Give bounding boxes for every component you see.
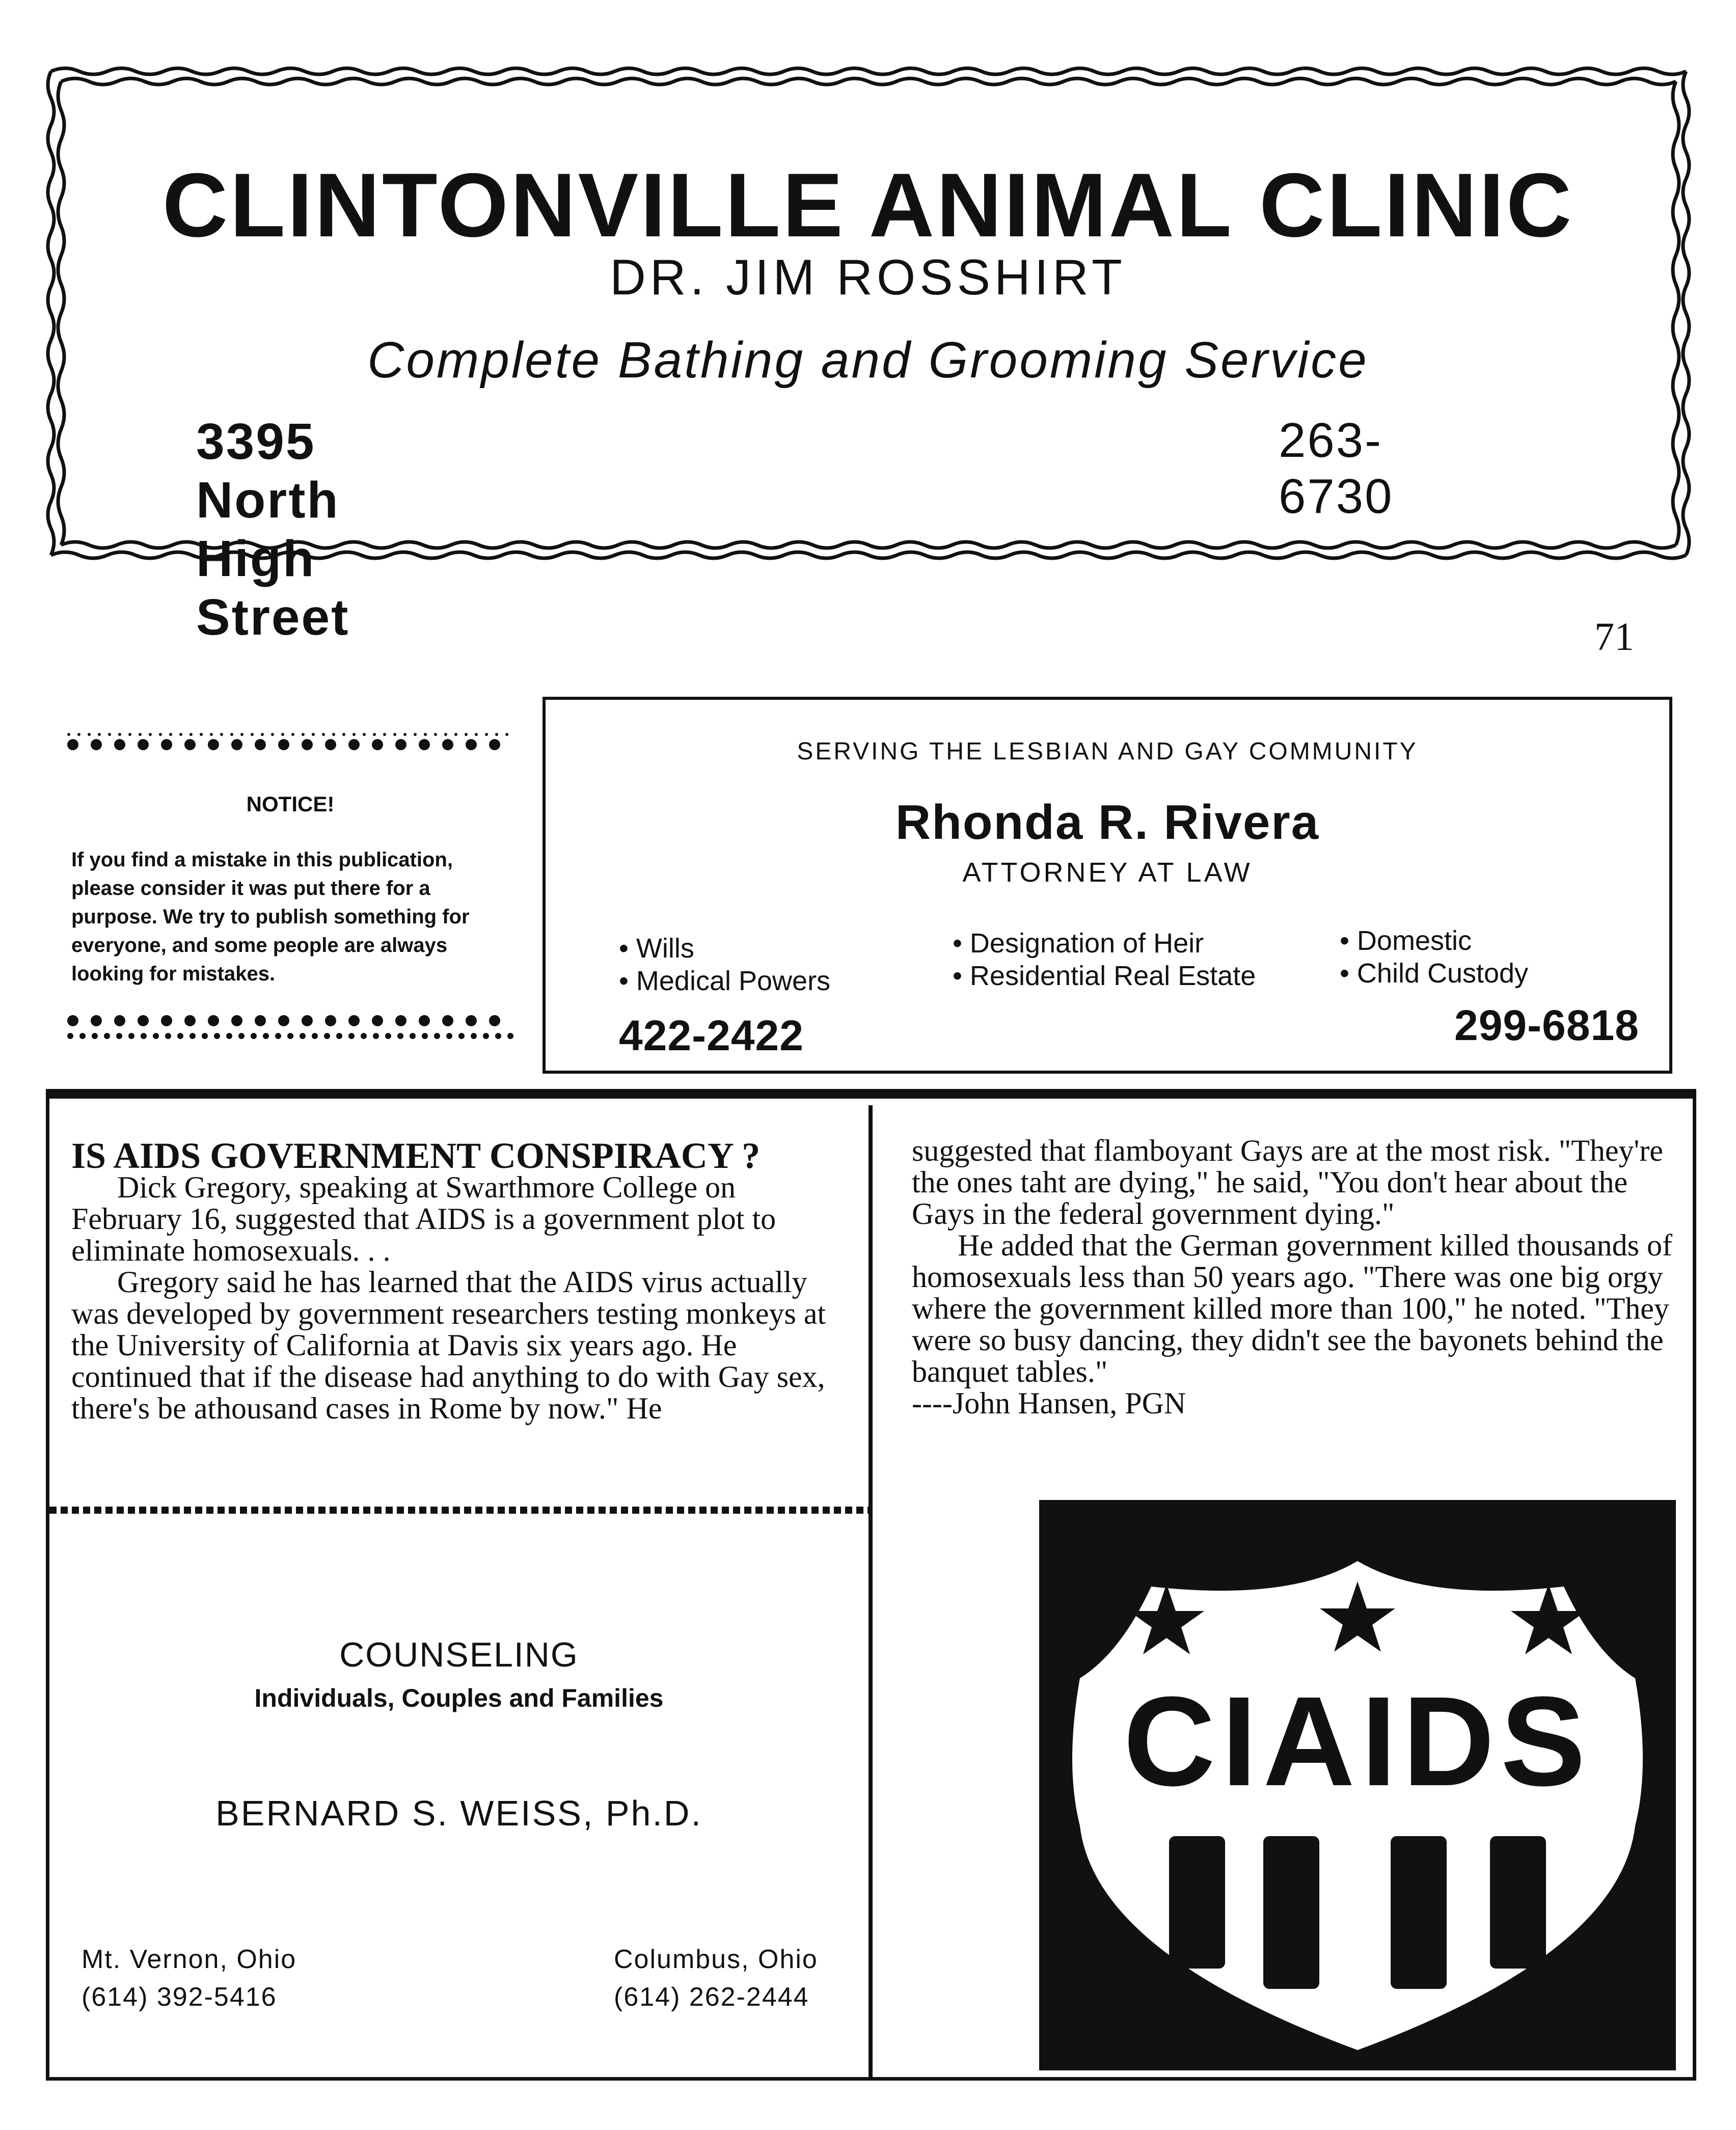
- clinic-name: CLINTONVILLE ANIMAL CLINIC: [162, 154, 1574, 256]
- dotted-rule-top: [66, 732, 514, 753]
- dash: [229, 1507, 236, 1514]
- dash: [374, 1507, 382, 1514]
- dot: [281, 733, 284, 736]
- dash: [587, 1507, 594, 1514]
- article-paragraph: suggested that flamboyant Gays are at the most risk. "They're the ones taht are dying," he said, "You don't hear about the Gays in the federal government dying.": [912, 1134, 1663, 1231]
- dot: [361, 1033, 367, 1039]
- dot: [159, 733, 162, 736]
- dot: [507, 1033, 513, 1039]
- dot: [395, 739, 406, 750]
- dot: [161, 1015, 172, 1026]
- dot: [161, 739, 172, 750]
- dot: [352, 733, 356, 736]
- dash: [341, 1507, 348, 1514]
- dash: [139, 1507, 146, 1514]
- dot: [489, 739, 500, 750]
- dash: [206, 1507, 213, 1514]
- counseling-title: COUNSELING: [339, 1635, 579, 1674]
- dot: [465, 733, 468, 736]
- dot: [410, 1033, 416, 1039]
- dot: [238, 1033, 245, 1039]
- dash: [599, 1507, 606, 1514]
- dot: [67, 1033, 73, 1039]
- dot: [322, 733, 325, 736]
- dash: [49, 1507, 57, 1514]
- dash: [83, 1507, 90, 1514]
- list-item: • Residential Real Estate: [953, 961, 1256, 991]
- dot: [302, 739, 313, 750]
- dot: [251, 1033, 257, 1039]
- dot: [325, 1015, 336, 1026]
- dash: [195, 1507, 202, 1514]
- dot: [336, 1033, 342, 1039]
- location-phone: (614) 262-2444: [614, 1982, 809, 2012]
- dot: [214, 1033, 220, 1039]
- dot: [483, 1033, 489, 1039]
- dot: [485, 733, 488, 736]
- dash: [733, 1507, 740, 1514]
- dot: [324, 1033, 330, 1039]
- dot: [505, 733, 508, 736]
- dot: [139, 733, 142, 736]
- dot: [79, 1033, 86, 1039]
- dash: [430, 1507, 438, 1514]
- dot: [372, 1015, 383, 1026]
- dash: [531, 1507, 538, 1514]
- list-item: • Medical Powers: [619, 966, 831, 996]
- wavy-border-line: [61, 78, 1676, 85]
- dot: [91, 1015, 102, 1026]
- dot: [210, 733, 213, 736]
- dot: [138, 1015, 149, 1026]
- attorney-title: ATTORNEY AT LAW: [962, 857, 1253, 888]
- dash: [688, 1507, 695, 1514]
- dot: [67, 739, 78, 750]
- dash: [128, 1507, 135, 1514]
- dash: [722, 1507, 729, 1514]
- dot: [231, 1015, 242, 1026]
- dash: [464, 1507, 471, 1514]
- dot: [419, 739, 430, 750]
- dot: [471, 1033, 477, 1039]
- wavy-border-line: [1673, 81, 1679, 545]
- clinic-phone: 263-6730: [1279, 413, 1394, 524]
- dot: [200, 733, 203, 736]
- dash: [666, 1507, 673, 1514]
- dash: [218, 1507, 225, 1514]
- dash: [677, 1507, 684, 1514]
- dot: [419, 1015, 430, 1026]
- dot: [138, 739, 149, 750]
- attorney-phone-left: 422-2422: [619, 1012, 804, 1059]
- dot: [278, 739, 289, 750]
- dot: [458, 1033, 465, 1039]
- article-right-column: [912, 1135, 1676, 1419]
- dash: [755, 1507, 763, 1514]
- article-left-column: [71, 1171, 846, 1424]
- dot: [395, 1015, 406, 1026]
- dash: [330, 1507, 337, 1514]
- dot: [128, 1033, 134, 1039]
- dot: [114, 1015, 125, 1026]
- dot: [397, 1033, 403, 1039]
- dot: [495, 1033, 501, 1039]
- dash: [184, 1507, 191, 1514]
- dash: [408, 1507, 415, 1514]
- dot: [332, 733, 335, 736]
- dash: [655, 1507, 662, 1514]
- dot: [434, 733, 437, 736]
- dot: [275, 1033, 281, 1039]
- dot: [302, 1015, 313, 1026]
- dash: [565, 1507, 572, 1514]
- dot: [153, 1033, 159, 1039]
- dash: [767, 1507, 774, 1514]
- dot: [255, 1015, 266, 1026]
- dash: [744, 1507, 751, 1514]
- dotted-rule-bottom: [66, 1014, 514, 1044]
- dot: [422, 1033, 428, 1039]
- dot: [291, 733, 294, 736]
- dot: [149, 733, 152, 736]
- dash: [789, 1507, 796, 1514]
- dash: [105, 1507, 113, 1514]
- dot: [255, 739, 266, 750]
- list-item: • Child Custody: [1340, 958, 1529, 989]
- dash: [262, 1507, 269, 1514]
- dot: [414, 733, 417, 736]
- column-divider: [869, 1105, 873, 2081]
- article-paragraph: Gregory said he has learned that the AIDS virus actually was developed by government researchers testing monkeys at the University of California at Davis six years ago. He continued that if the disease had anything to do with Gay sex, there's be athousand cases in Rome by now." He: [71, 1265, 826, 1425]
- dot: [91, 739, 102, 750]
- dot: [348, 1033, 355, 1039]
- dot: [475, 733, 478, 736]
- dot: [385, 1033, 391, 1039]
- dot: [230, 733, 233, 736]
- dot: [454, 733, 457, 736]
- dash: [296, 1507, 303, 1514]
- ciaids-shield-logo: [1039, 1500, 1676, 2070]
- dot: [263, 1033, 269, 1039]
- dot: [108, 733, 111, 736]
- notice-body: If you find a mistake in this publication, please consider it was put there for a purpose. We try to publish something for everyone, and some people are always looking for mistakes.: [71, 849, 470, 985]
- dash: [778, 1507, 785, 1514]
- wavy-border-line: [1683, 71, 1689, 555]
- dot: [98, 733, 101, 736]
- attorney-phone-right: 299-6818: [1454, 1001, 1639, 1049]
- dot: [287, 1033, 293, 1039]
- dot: [77, 733, 80, 736]
- dash: [811, 1507, 819, 1514]
- dot: [434, 1033, 440, 1039]
- dash: [845, 1507, 852, 1514]
- list-item: • Wills: [619, 933, 694, 964]
- dash: [834, 1507, 841, 1514]
- dash: [240, 1507, 247, 1514]
- location-right: [614, 1941, 818, 2016]
- dash: [442, 1507, 449, 1514]
- wavy-border-line: [58, 81, 64, 545]
- dashed-divider: [49, 1507, 869, 1514]
- location-city: Mt. Vernon, Ohio: [82, 1945, 297, 1974]
- dot: [348, 739, 360, 750]
- dash: [72, 1507, 79, 1514]
- dash: [285, 1507, 292, 1514]
- dot: [312, 1033, 318, 1039]
- dash: [251, 1507, 258, 1514]
- dash: [856, 1507, 863, 1514]
- page-number: 71: [1594, 614, 1634, 659]
- dash: [823, 1507, 830, 1514]
- wavy-border-line: [51, 68, 1686, 74]
- article-paragraph: He added that the German government killed thousands of homosexuals less than 50 years ago. "There was one big orgy where the government killed more than 100," he noted. "They were so busy dancing, they didn't see the bayonets behind the banquet tables.": [912, 1228, 1672, 1388]
- dot: [141, 1033, 147, 1039]
- dot: [495, 733, 498, 736]
- dot: [261, 733, 264, 736]
- dot: [189, 733, 193, 736]
- dash: [867, 1507, 869, 1514]
- services-col-2: [953, 927, 1256, 992]
- dash: [307, 1507, 314, 1514]
- dot: [67, 1015, 78, 1026]
- article-paragraph: Dick Gregory, speaking at Swarthmore College on February 16, suggested that AIDS is a government plot to eliminate homosexuals. . .: [71, 1170, 776, 1267]
- dot: [116, 1033, 122, 1039]
- dash: [554, 1507, 561, 1514]
- dash: [61, 1507, 68, 1514]
- dot: [446, 1033, 452, 1039]
- dash: [711, 1507, 718, 1514]
- dot: [208, 1015, 219, 1026]
- dash: [318, 1507, 326, 1514]
- services-col-1: [619, 932, 830, 997]
- location-left: [82, 1941, 296, 2016]
- dot: [489, 1015, 500, 1026]
- attorney-tagline: SERVING THE LESBIAN AND GAY COMMUNITY: [797, 738, 1418, 765]
- dot: [240, 733, 243, 736]
- dash: [610, 1507, 617, 1514]
- dash: [542, 1507, 550, 1514]
- dash: [498, 1507, 505, 1514]
- article-byline: ----John Hansen, PGN: [912, 1386, 1186, 1420]
- article-title: IS AIDS GOVERNMENT CONSPIRACY ?: [71, 1135, 761, 1176]
- attorney-name: Rhonda R. Rivera: [895, 795, 1320, 850]
- dot: [177, 1033, 183, 1039]
- dot: [220, 733, 223, 736]
- dot: [179, 733, 182, 736]
- dash: [475, 1507, 482, 1514]
- dash: [274, 1507, 281, 1514]
- services-col-3: [1340, 924, 1528, 990]
- dash: [632, 1507, 639, 1514]
- dot: [302, 733, 305, 736]
- list-item: • Domestic: [1340, 925, 1472, 956]
- dot: [104, 1033, 110, 1039]
- dash: [486, 1507, 494, 1514]
- dot: [372, 739, 383, 750]
- dot: [373, 1033, 379, 1039]
- location-city: Columbus, Ohio: [614, 1945, 818, 1974]
- wavy-border-line: [48, 71, 54, 555]
- dot: [325, 739, 336, 750]
- clinic-address: 3395 North High Street: [196, 413, 350, 646]
- dot: [424, 733, 427, 736]
- dash: [800, 1507, 807, 1514]
- dot: [271, 733, 274, 736]
- dot: [363, 733, 366, 736]
- shield-text: CIAIDS: [1123, 1670, 1592, 1812]
- dot: [92, 1033, 98, 1039]
- dash: [520, 1507, 527, 1514]
- dash: [363, 1507, 370, 1514]
- dash: [352, 1507, 359, 1514]
- notice-title: NOTICE!: [246, 792, 335, 816]
- dot: [466, 739, 477, 750]
- dot: [67, 733, 70, 736]
- dot: [444, 733, 447, 736]
- dot: [393, 733, 396, 736]
- dot: [184, 739, 196, 750]
- dash: [576, 1507, 583, 1514]
- dash: [621, 1507, 628, 1514]
- dash: [419, 1507, 426, 1514]
- dash: [397, 1507, 404, 1514]
- dot: [202, 1033, 208, 1039]
- dash: [509, 1507, 516, 1514]
- dash: [699, 1507, 707, 1514]
- dot: [165, 1033, 171, 1039]
- counseling-subtitle: Individuals, Couples and Families: [254, 1684, 664, 1712]
- dot: [169, 733, 172, 736]
- dot: [342, 733, 345, 736]
- dash: [94, 1507, 101, 1514]
- dash: [643, 1507, 650, 1514]
- dot: [373, 733, 376, 736]
- clinic-service: Complete Bathing and Grooming Service: [367, 332, 1369, 389]
- dot: [300, 1033, 306, 1039]
- dash: [453, 1507, 460, 1514]
- dot: [118, 733, 121, 736]
- dot: [128, 733, 131, 736]
- dash: [117, 1507, 124, 1514]
- counselor-name: BERNARD S. WEISS, Ph.D.: [215, 1793, 702, 1833]
- clinic-doctor: DR. JIM ROSSHIRT: [610, 249, 1126, 305]
- dot: [208, 739, 219, 750]
- dot: [348, 1015, 360, 1026]
- dot: [251, 733, 254, 736]
- dot: [442, 1015, 453, 1026]
- dot: [403, 733, 406, 736]
- list-item: • Designation of Heir: [953, 928, 1204, 959]
- dash: [386, 1507, 393, 1514]
- dot: [88, 733, 91, 736]
- location-phone: (614) 392-5416: [82, 1982, 277, 2012]
- dash: [173, 1507, 180, 1514]
- dot: [189, 1033, 196, 1039]
- dash: [161, 1507, 169, 1514]
- dash: [150, 1507, 157, 1514]
- dot: [383, 733, 386, 736]
- dot: [114, 739, 125, 750]
- dot: [278, 1015, 289, 1026]
- dot: [226, 1033, 232, 1039]
- dot: [466, 1015, 477, 1026]
- dot: [231, 739, 242, 750]
- dot: [442, 739, 453, 750]
- dot: [312, 733, 315, 736]
- dot: [184, 1015, 196, 1026]
